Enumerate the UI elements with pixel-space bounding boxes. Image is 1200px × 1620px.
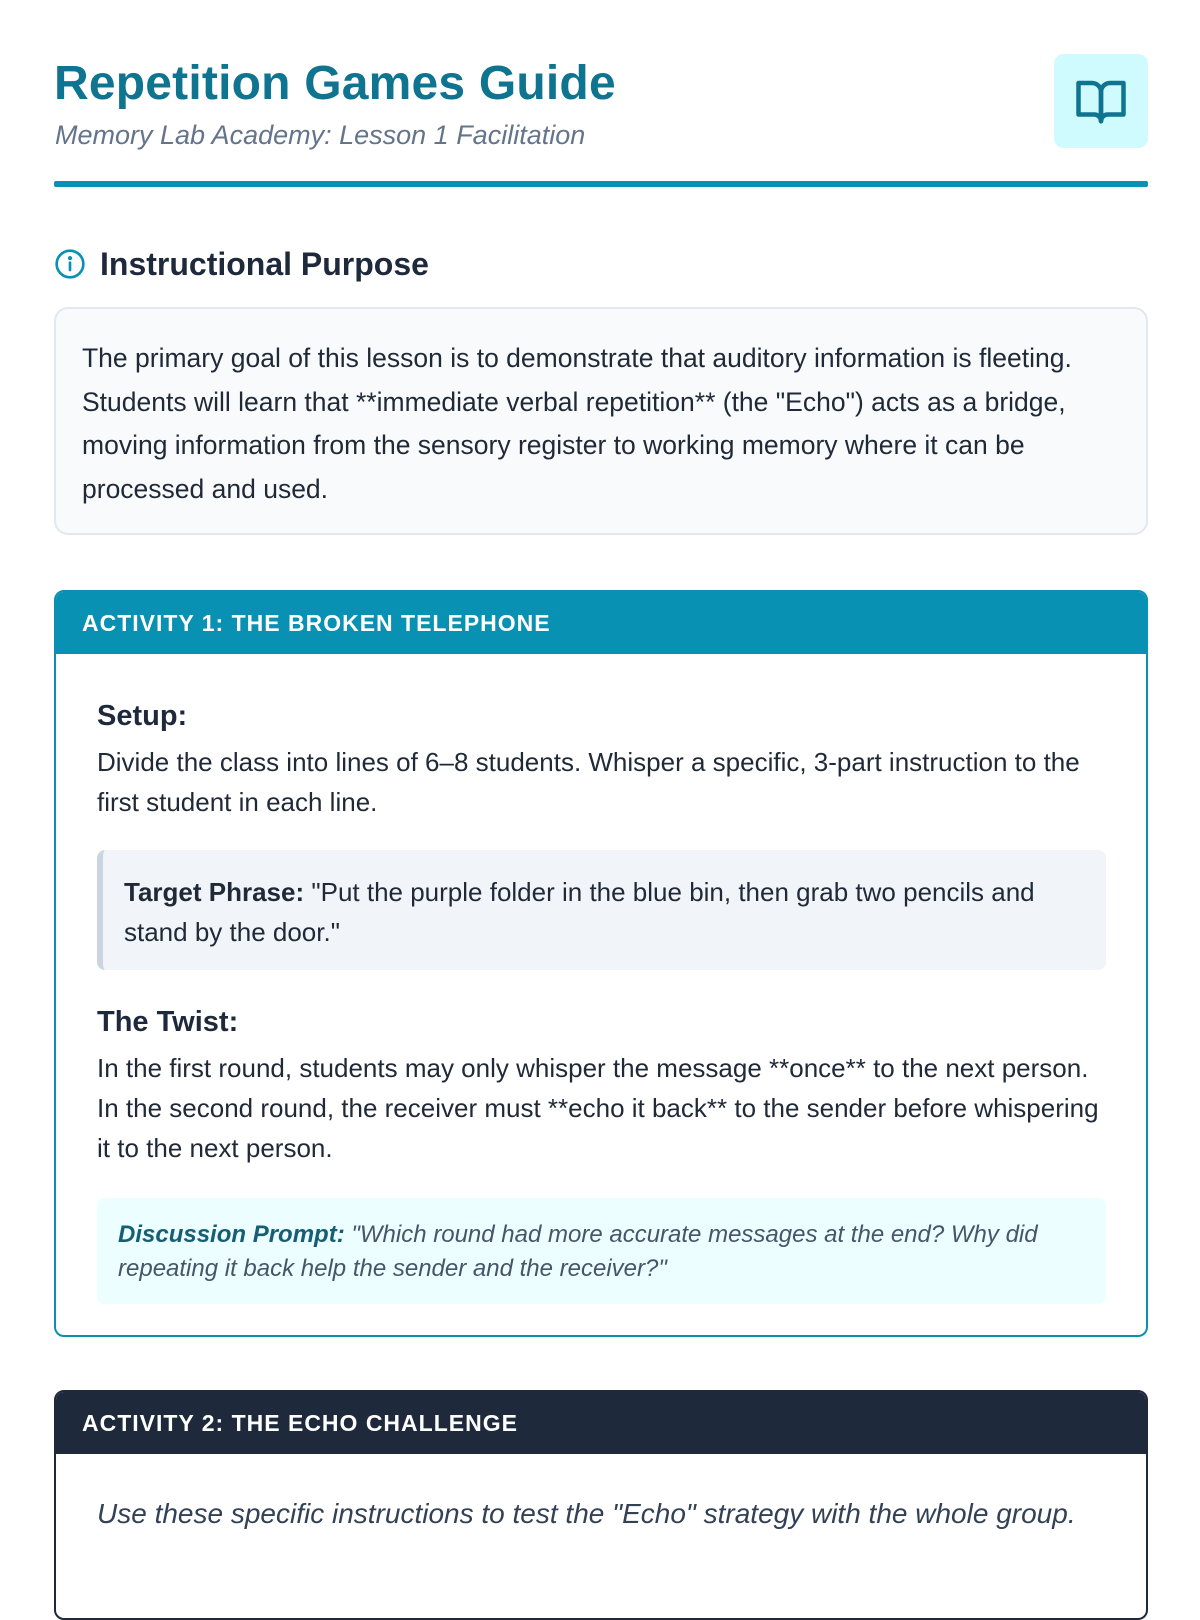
activity-2-intro: Use these specific instructions to test the "Echo" strategy with the whole group. — [97, 1498, 1076, 1529]
activity-1-heading: ACTIVITY 1: THE BROKEN TELEPHONE — [56, 592, 1146, 654]
target-phrase-text: "Put the purple folder in the blue bin, then grab two pencils and stand by the door." — [124, 877, 1035, 947]
book-button[interactable] — [1054, 54, 1148, 148]
page-header — [54, 52, 1148, 187]
discussion-prompt-box — [97, 1198, 1106, 1304]
activity-1-card — [54, 590, 1148, 1337]
discussion-prompt-label: Discussion Prompt: — [118, 1221, 345, 1248]
discussion-prompt-text: "Which round had more accurate messages at the end? Why did repeating it back help the sender and the receiver?" — [118, 1221, 1038, 1282]
info-icon — [54, 248, 86, 280]
setup-text: Divide the class into lines of 6–8 students. Whisper a specific, 3-part instruction to the first student in each line. — [97, 747, 1080, 817]
target-phrase-label: Target Phrase: — [124, 877, 305, 907]
purpose-heading: Instructional Purpose — [100, 245, 429, 282]
header-divider — [54, 181, 1148, 187]
activity-2-card — [54, 1390, 1148, 1620]
book-open-icon — [1074, 74, 1128, 128]
setup-heading: Setup: — [97, 700, 188, 732]
target-phrase-box — [97, 850, 1106, 970]
page-title: Repetition Games Guide — [54, 57, 616, 110]
activity-2-body — [56, 1454, 1146, 1534]
purpose-box — [54, 307, 1148, 535]
purpose-heading-row — [54, 244, 429, 284]
activity-1-body — [56, 654, 1146, 1304]
twist-heading: The Twist: — [97, 1006, 239, 1038]
twist-text: In the first round, students may only whisper the message **once** to the next person. In the second round, the receiver must **echo it back** to the sender before whispering it to the next person. — [97, 1053, 1099, 1163]
page-subtitle: Memory Lab Academy: Lesson 1 Facilitation — [55, 120, 586, 150]
purpose-text: The primary goal of this lesson is to demonstrate that auditory information is fleeting. Students will learn that **immediate verbal repetition** (the "Echo") acts as a bridge, moving information from the sensory register to working memory where it can be processed and used. — [82, 343, 1072, 504]
activity-2-heading: ACTIVITY 2: THE ECHO CHALLENGE — [56, 1392, 1146, 1454]
